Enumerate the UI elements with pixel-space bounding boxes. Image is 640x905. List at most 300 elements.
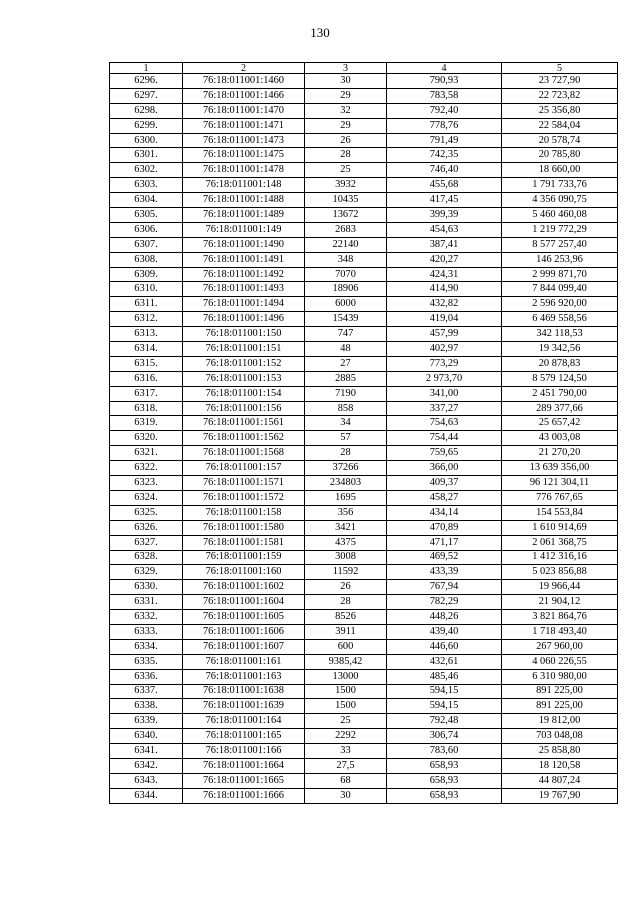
row-index-cell: 6340. <box>110 729 183 744</box>
row-index-cell: 6308. <box>110 252 183 267</box>
table-row <box>110 103 618 118</box>
area-cell: 26 <box>305 580 387 595</box>
row-index-cell: 6299. <box>110 118 183 133</box>
area-cell: 600 <box>305 639 387 654</box>
specific-value-cell: 402,97 <box>387 342 502 357</box>
cadastral-value-cell: 21 904,12 <box>502 595 618 610</box>
specific-value-cell: 742,35 <box>387 148 502 163</box>
area-cell: 27 <box>305 356 387 371</box>
area-cell: 30 <box>305 788 387 803</box>
specific-value-cell: 457,99 <box>387 327 502 342</box>
cadastral-value-cell: 267 960,00 <box>502 639 618 654</box>
row-index-cell: 6335. <box>110 654 183 669</box>
table-row <box>110 490 618 505</box>
cadastral-number-cell: 76:18:011001:1562 <box>183 431 305 446</box>
row-index-cell: 6331. <box>110 595 183 610</box>
cadastral-value-cell: 1 412 316,16 <box>502 550 618 565</box>
cadastral-number-cell: 76:18:011001:1490 <box>183 237 305 252</box>
area-cell: 747 <box>305 327 387 342</box>
cadastral-number-cell: 76:18:011001:1496 <box>183 312 305 327</box>
row-index-cell: 6304. <box>110 193 183 208</box>
area-cell: 18906 <box>305 282 387 297</box>
row-index-cell: 6344. <box>110 788 183 803</box>
cadastral-number-cell: 76:18:011001:1581 <box>183 535 305 550</box>
row-index-cell: 6341. <box>110 744 183 759</box>
cadastral-value-cell: 8 579 124,50 <box>502 371 618 386</box>
area-cell: 37266 <box>305 461 387 476</box>
cadastral-value-cell: 891 225,00 <box>502 684 618 699</box>
table-row <box>110 714 618 729</box>
table-row <box>110 639 618 654</box>
row-index-cell: 6301. <box>110 148 183 163</box>
cadastral-number-cell: 76:18:011001:149 <box>183 222 305 237</box>
row-index-cell: 6319. <box>110 416 183 431</box>
row-index-cell: 6297. <box>110 88 183 103</box>
cadastral-value-cell: 2 596 920,00 <box>502 297 618 312</box>
row-index-cell: 6310. <box>110 282 183 297</box>
column-header: 5 <box>502 63 618 74</box>
cadastral-number-cell: 76:18:011001:1475 <box>183 148 305 163</box>
cadastral-value-cell: 154 553,84 <box>502 505 618 520</box>
cadastral-number-cell: 76:18:011001:160 <box>183 565 305 580</box>
column-number-row <box>110 63 618 74</box>
cadastral-value-cell: 891 225,00 <box>502 699 618 714</box>
area-cell: 4375 <box>305 535 387 550</box>
cadastral-number-cell: 76:18:011001:163 <box>183 669 305 684</box>
specific-value-cell: 458,27 <box>387 490 502 505</box>
specific-value-cell: 424,31 <box>387 267 502 282</box>
cadastral-number-cell: 76:18:011001:1561 <box>183 416 305 431</box>
cadastral-number-cell: 76:18:011001:1493 <box>183 282 305 297</box>
area-cell: 48 <box>305 342 387 357</box>
cadastral-value-cell: 776 767,65 <box>502 490 618 505</box>
area-cell: 28 <box>305 595 387 610</box>
table-row <box>110 74 618 89</box>
area-cell: 7070 <box>305 267 387 282</box>
table-row <box>110 744 618 759</box>
table-row <box>110 208 618 223</box>
row-index-cell: 6298. <box>110 103 183 118</box>
specific-value-cell: 594,15 <box>387 699 502 714</box>
area-cell: 68 <box>305 773 387 788</box>
cadastral-value-cell: 20 785,80 <box>502 148 618 163</box>
cadastral-number-cell: 76:18:011001:150 <box>183 327 305 342</box>
area-cell: 13672 <box>305 208 387 223</box>
specific-value-cell: 746,40 <box>387 163 502 178</box>
row-index-cell: 6314. <box>110 342 183 357</box>
area-cell: 2683 <box>305 222 387 237</box>
row-index-cell: 6336. <box>110 669 183 684</box>
area-cell: 33 <box>305 744 387 759</box>
row-index-cell: 6305. <box>110 208 183 223</box>
cadastral-value-cell: 1 610 914,69 <box>502 520 618 535</box>
area-cell: 28 <box>305 446 387 461</box>
table-row <box>110 520 618 535</box>
cadastral-number-cell: 76:18:011001:159 <box>183 550 305 565</box>
cadastral-number-cell: 76:18:011001:1473 <box>183 133 305 148</box>
cadastral-value-table <box>109 62 618 804</box>
table-row <box>110 505 618 520</box>
table-row <box>110 327 618 342</box>
specific-value-cell: 792,48 <box>387 714 502 729</box>
specific-value-cell: 419,04 <box>387 312 502 327</box>
cadastral-number-cell: 76:18:011001:1580 <box>183 520 305 535</box>
cadastral-value-cell: 25 356,80 <box>502 103 618 118</box>
cadastral-value-cell: 20 878,83 <box>502 356 618 371</box>
row-index-cell: 6330. <box>110 580 183 595</box>
area-cell: 3421 <box>305 520 387 535</box>
cadastral-value-cell: 19 812,00 <box>502 714 618 729</box>
table-row <box>110 699 618 714</box>
specific-value-cell: 387,41 <box>387 237 502 252</box>
cadastral-value-cell: 6 469 558,56 <box>502 312 618 327</box>
table-row <box>110 356 618 371</box>
area-cell: 3932 <box>305 178 387 193</box>
table-row <box>110 446 618 461</box>
row-index-cell: 6312. <box>110 312 183 327</box>
cadastral-number-cell: 76:18:011001:1666 <box>183 788 305 803</box>
table-row <box>110 148 618 163</box>
cadastral-value-cell: 1 718 493,40 <box>502 624 618 639</box>
cadastral-value-cell: 18 120,58 <box>502 758 618 773</box>
cadastral-number-cell: 76:18:011001:1664 <box>183 758 305 773</box>
row-index-cell: 6342. <box>110 758 183 773</box>
specific-value-cell: 448,26 <box>387 610 502 625</box>
cadastral-value-cell: 25 657,42 <box>502 416 618 431</box>
area-cell: 34 <box>305 416 387 431</box>
row-index-cell: 6321. <box>110 446 183 461</box>
cadastral-number-cell: 76:18:011001:1470 <box>183 103 305 118</box>
cadastral-number-cell: 76:18:011001:148 <box>183 178 305 193</box>
row-index-cell: 6311. <box>110 297 183 312</box>
table-row <box>110 788 618 803</box>
specific-value-cell: 767,94 <box>387 580 502 595</box>
area-cell: 25 <box>305 714 387 729</box>
table-row <box>110 297 618 312</box>
table-row <box>110 580 618 595</box>
cadastral-number-cell: 76:18:011001:1572 <box>183 490 305 505</box>
table-row <box>110 401 618 416</box>
area-cell: 3008 <box>305 550 387 565</box>
row-index-cell: 6323. <box>110 476 183 491</box>
cadastral-number-cell: 76:18:011001:1606 <box>183 624 305 639</box>
table-row <box>110 312 618 327</box>
specific-value-cell: 792,40 <box>387 103 502 118</box>
cadastral-value-cell: 21 270,20 <box>502 446 618 461</box>
table-row <box>110 267 618 282</box>
row-index-cell: 6325. <box>110 505 183 520</box>
row-index-cell: 6329. <box>110 565 183 580</box>
area-cell: 356 <box>305 505 387 520</box>
table-row <box>110 431 618 446</box>
cadastral-number-cell: 76:18:011001:1491 <box>183 252 305 267</box>
specific-value-cell: 594,15 <box>387 684 502 699</box>
area-cell: 25 <box>305 163 387 178</box>
specific-value-cell: 399,39 <box>387 208 502 223</box>
area-cell: 1500 <box>305 684 387 699</box>
row-index-cell: 6307. <box>110 237 183 252</box>
cadastral-value-cell: 703 048,08 <box>502 729 618 744</box>
row-index-cell: 6303. <box>110 178 183 193</box>
table-row <box>110 610 618 625</box>
area-cell: 858 <box>305 401 387 416</box>
table-row <box>110 535 618 550</box>
table-row <box>110 565 618 580</box>
row-index-cell: 6324. <box>110 490 183 505</box>
area-cell: 348 <box>305 252 387 267</box>
table-row <box>110 758 618 773</box>
specific-value-cell: 658,93 <box>387 758 502 773</box>
cadastral-number-cell: 76:18:011001:1604 <box>183 595 305 610</box>
row-index-cell: 6296. <box>110 74 183 89</box>
specific-value-cell: 341,00 <box>387 386 502 401</box>
cadastral-number-cell: 76:18:011001:1605 <box>183 610 305 625</box>
cadastral-number-cell: 76:18:011001:153 <box>183 371 305 386</box>
cadastral-number-cell: 76:18:011001:1665 <box>183 773 305 788</box>
area-cell: 32 <box>305 103 387 118</box>
table-row <box>110 371 618 386</box>
table-row <box>110 118 618 133</box>
specific-value-cell: 791,49 <box>387 133 502 148</box>
area-cell: 8526 <box>305 610 387 625</box>
cadastral-number-cell: 76:18:011001:157 <box>183 461 305 476</box>
row-index-cell: 6334. <box>110 639 183 654</box>
cadastral-value-cell: 3 821 864,76 <box>502 610 618 625</box>
row-index-cell: 6300. <box>110 133 183 148</box>
table-row <box>110 624 618 639</box>
cadastral-value-cell: 18 660,00 <box>502 163 618 178</box>
cadastral-value-cell: 342 118,53 <box>502 327 618 342</box>
cadastral-value-cell: 43 003,08 <box>502 431 618 446</box>
specific-value-cell: 433,39 <box>387 565 502 580</box>
row-index-cell: 6332. <box>110 610 183 625</box>
row-index-cell: 6302. <box>110 163 183 178</box>
column-header: 4 <box>387 63 502 74</box>
cadastral-value-cell: 146 253,96 <box>502 252 618 267</box>
cadastral-number-cell: 76:18:011001:1638 <box>183 684 305 699</box>
cadastral-value-cell: 22 723,82 <box>502 88 618 103</box>
area-cell: 30 <box>305 74 387 89</box>
specific-value-cell: 409,37 <box>387 476 502 491</box>
area-cell: 29 <box>305 88 387 103</box>
cadastral-number-cell: 76:18:011001:158 <box>183 505 305 520</box>
table-row <box>110 476 618 491</box>
area-cell: 10435 <box>305 193 387 208</box>
cadastral-value-cell: 289 377,66 <box>502 401 618 416</box>
specific-value-cell: 790,93 <box>387 74 502 89</box>
row-index-cell: 6338. <box>110 699 183 714</box>
cadastral-number-cell: 76:18:011001:165 <box>183 729 305 744</box>
table-row <box>110 237 618 252</box>
row-index-cell: 6339. <box>110 714 183 729</box>
cadastral-value-cell: 5 023 856,88 <box>502 565 618 580</box>
cadastral-number-cell: 76:18:011001:154 <box>183 386 305 401</box>
cadastral-value-cell: 6 310 980,00 <box>502 669 618 684</box>
specific-value-cell: 414,90 <box>387 282 502 297</box>
table-row <box>110 342 618 357</box>
specific-value-cell: 658,93 <box>387 773 502 788</box>
row-index-cell: 6322. <box>110 461 183 476</box>
cadastral-number-cell: 76:18:011001:1478 <box>183 163 305 178</box>
specific-value-cell: 366,00 <box>387 461 502 476</box>
table-row <box>110 133 618 148</box>
specific-value-cell: 778,76 <box>387 118 502 133</box>
cadastral-value-cell: 1 219 772,29 <box>502 222 618 237</box>
specific-value-cell: 434,14 <box>387 505 502 520</box>
table-row <box>110 193 618 208</box>
column-header: 3 <box>305 63 387 74</box>
row-index-cell: 6318. <box>110 401 183 416</box>
cadastral-number-cell: 76:18:011001:1489 <box>183 208 305 223</box>
table-row <box>110 461 618 476</box>
cadastral-number-cell: 76:18:011001:1639 <box>183 699 305 714</box>
specific-value-cell: 783,58 <box>387 88 502 103</box>
cadastral-number-cell: 76:18:011001:1571 <box>183 476 305 491</box>
row-index-cell: 6309. <box>110 267 183 282</box>
area-cell: 29 <box>305 118 387 133</box>
area-cell: 2885 <box>305 371 387 386</box>
cadastral-value-cell: 25 858,80 <box>502 744 618 759</box>
row-index-cell: 6316. <box>110 371 183 386</box>
cadastral-number-cell: 76:18:011001:166 <box>183 744 305 759</box>
cadastral-value-cell: 2 061 368,75 <box>502 535 618 550</box>
cadastral-value-cell: 2 999 871,70 <box>502 267 618 282</box>
area-cell: 9385,42 <box>305 654 387 669</box>
area-cell: 7190 <box>305 386 387 401</box>
column-header: 2 <box>183 63 305 74</box>
row-index-cell: 6317. <box>110 386 183 401</box>
area-cell: 234803 <box>305 476 387 491</box>
specific-value-cell: 783,60 <box>387 744 502 759</box>
row-index-cell: 6306. <box>110 222 183 237</box>
cadastral-number-cell: 76:18:011001:151 <box>183 342 305 357</box>
cadastral-number-cell: 76:18:011001:1488 <box>183 193 305 208</box>
row-index-cell: 6315. <box>110 356 183 371</box>
specific-value-cell: 469,52 <box>387 550 502 565</box>
table-row <box>110 88 618 103</box>
specific-value-cell: 485,46 <box>387 669 502 684</box>
area-cell: 27,5 <box>305 758 387 773</box>
cadastral-value-cell: 44 807,24 <box>502 773 618 788</box>
specific-value-cell: 432,61 <box>387 654 502 669</box>
specific-value-cell: 754,44 <box>387 431 502 446</box>
specific-value-cell: 337,27 <box>387 401 502 416</box>
specific-value-cell: 420,27 <box>387 252 502 267</box>
table-row <box>110 252 618 267</box>
row-index-cell: 6343. <box>110 773 183 788</box>
page-number: 130 <box>310 25 330 40</box>
area-cell: 3911 <box>305 624 387 639</box>
specific-value-cell: 454,63 <box>387 222 502 237</box>
cadastral-value-cell: 8 577 257,40 <box>502 237 618 252</box>
cadastral-value-cell: 23 727,90 <box>502 74 618 89</box>
row-index-cell: 6328. <box>110 550 183 565</box>
area-cell: 2292 <box>305 729 387 744</box>
cadastral-number-cell: 76:18:011001:152 <box>183 356 305 371</box>
table-row <box>110 416 618 431</box>
area-cell: 57 <box>305 431 387 446</box>
specific-value-cell: 471,17 <box>387 535 502 550</box>
cadastral-number-cell: 76:18:011001:1568 <box>183 446 305 461</box>
specific-value-cell: 417,45 <box>387 193 502 208</box>
row-index-cell: 6326. <box>110 520 183 535</box>
cadastral-value-cell: 13 639 356,00 <box>502 461 618 476</box>
column-header: 1 <box>110 63 183 74</box>
specific-value-cell: 754,63 <box>387 416 502 431</box>
table-row <box>110 163 618 178</box>
area-cell: 13000 <box>305 669 387 684</box>
specific-value-cell: 658,93 <box>387 788 502 803</box>
table-row <box>110 178 618 193</box>
cadastral-number-cell: 76:18:011001:161 <box>183 654 305 669</box>
table-row <box>110 654 618 669</box>
row-index-cell: 6320. <box>110 431 183 446</box>
row-index-cell: 6337. <box>110 684 183 699</box>
table-row <box>110 386 618 401</box>
specific-value-cell: 2 973,70 <box>387 371 502 386</box>
cadastral-value-cell: 19 342,56 <box>502 342 618 357</box>
specific-value-cell: 470,89 <box>387 520 502 535</box>
cadastral-value-cell: 22 584,04 <box>502 118 618 133</box>
cadastral-value-cell: 19 767,90 <box>502 788 618 803</box>
specific-value-cell: 446,60 <box>387 639 502 654</box>
table-row <box>110 282 618 297</box>
specific-value-cell: 759,65 <box>387 446 502 461</box>
cadastral-number-cell: 76:18:011001:1492 <box>183 267 305 282</box>
cadastral-value-cell: 1 791 733,76 <box>502 178 618 193</box>
area-cell: 6000 <box>305 297 387 312</box>
table-header <box>110 63 618 74</box>
area-cell: 22140 <box>305 237 387 252</box>
table-row <box>110 684 618 699</box>
cadastral-value-cell: 5 460 460,08 <box>502 208 618 223</box>
table-row <box>110 595 618 610</box>
row-index-cell: 6333. <box>110 624 183 639</box>
cadastral-number-cell: 76:18:011001:1494 <box>183 297 305 312</box>
table-row <box>110 550 618 565</box>
cadastral-number-cell: 76:18:011001:1460 <box>183 74 305 89</box>
cadastral-value-cell: 96 121 304,11 <box>502 476 618 491</box>
area-cell: 26 <box>305 133 387 148</box>
table-row <box>110 222 618 237</box>
cadastral-number-cell: 76:18:011001:1607 <box>183 639 305 654</box>
area-cell: 1500 <box>305 699 387 714</box>
cadastral-value-cell: 20 578,74 <box>502 133 618 148</box>
cadastral-value-cell: 4 356 090,75 <box>502 193 618 208</box>
table-row <box>110 729 618 744</box>
cadastral-number-cell: 76:18:011001:1471 <box>183 118 305 133</box>
row-index-cell: 6327. <box>110 535 183 550</box>
specific-value-cell: 773,29 <box>387 356 502 371</box>
cadastral-number-cell: 76:18:011001:164 <box>183 714 305 729</box>
specific-value-cell: 782,29 <box>387 595 502 610</box>
specific-value-cell: 306,74 <box>387 729 502 744</box>
cadastral-number-cell: 76:18:011001:1602 <box>183 580 305 595</box>
table-row <box>110 773 618 788</box>
specific-value-cell: 432,82 <box>387 297 502 312</box>
cadastral-value-cell: 19 966,44 <box>502 580 618 595</box>
table-row <box>110 669 618 684</box>
row-index-cell: 6313. <box>110 327 183 342</box>
area-cell: 1695 <box>305 490 387 505</box>
area-cell: 11592 <box>305 565 387 580</box>
cadastral-value-cell: 7 844 099,40 <box>502 282 618 297</box>
specific-value-cell: 439,40 <box>387 624 502 639</box>
cadastral-value-cell: 4 060 226,55 <box>502 654 618 669</box>
cadastral-number-cell: 76:18:011001:1466 <box>183 88 305 103</box>
specific-value-cell: 455,68 <box>387 178 502 193</box>
cadastral-number-cell: 76:18:011001:156 <box>183 401 305 416</box>
